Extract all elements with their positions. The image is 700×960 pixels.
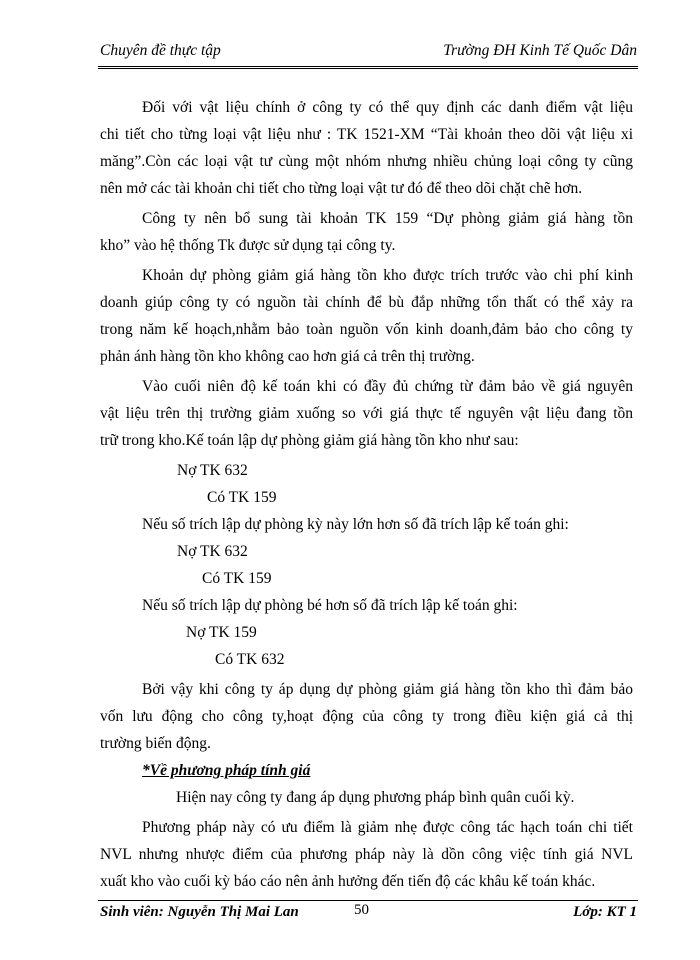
paragraph-line: xuất kho vào cuối kỳ báo cáo nên ảnh hưởng đến tiến độ các khâu kế toán khác. xyxy=(100,873,596,890)
journal-credit: Có TK 632 xyxy=(215,651,285,668)
paragraph-line: Nếu số trích lập dự phòng bé hơn số đã trích lập kế toán ghi: xyxy=(142,597,518,614)
paragraph-line: NVL nhưng nhược điểm của phương pháp này là dồn công việc tính giá NVL xyxy=(100,846,633,863)
journal-credit: Có TK 159 xyxy=(207,489,277,506)
section-heading: *Về phương pháp tính giá xyxy=(142,762,311,779)
paragraph-line: Vào cuối niên độ kế toán khi có đầy đủ chứng từ đảm bảo về giá nguyên xyxy=(142,378,633,395)
paragraph-line: Bởi vậy khi công ty áp dụng dự phòng giảm giá hàng tồn kho thì đảm bảo xyxy=(142,681,633,698)
header-university: Trường ĐH Kinh Tế Quốc Dân xyxy=(443,42,637,59)
header-divider xyxy=(98,66,638,67)
paragraph-line: trong năm kế hoạch,nhằm bảo toàn nguồn vốn kinh doanh,đảm bảo cho công ty xyxy=(100,321,633,338)
paragraph-line: phản ánh hàng tồn kho không cao hơn giá cả trên thị trường. xyxy=(100,348,475,365)
footer-student-name: Sinh viên: Nguyễn Thị Mai Lan xyxy=(100,904,299,920)
header-divider-second xyxy=(98,68,638,69)
paragraph-line: vật liệu trên thị trường giảm xuống so với giá thực tế nguyên vật liệu đang tồn xyxy=(100,405,633,422)
header-course-title: Chuyên đề thực tập xyxy=(100,42,221,59)
paragraph-line: Khoản dự phòng giảm giá hàng tồn kho được trích trước vào chi phí kinh xyxy=(142,267,633,284)
footer-divider xyxy=(98,900,638,901)
journal-debit: Nợ TK 159 xyxy=(186,624,257,641)
paragraph-line: trữ trong kho.Kế toán lập dự phòng giảm giá hàng tồn kho như sau: xyxy=(100,432,519,449)
paragraph-line: doanh giúp công ty có nguồn tài chính để bù đắp những tổn thất có thể xảy ra xyxy=(100,294,633,311)
journal-debit: Nợ TK 632 xyxy=(177,543,248,560)
paragraph-line: Đối với vật liệu chính ở công ty có thể quy định các danh điểm vật liệu xyxy=(142,99,633,116)
paragraph-line: Nếu số trích lập dự phòng kỳ này lớn hơn số đã trích lập kế toán ghi: xyxy=(142,516,569,533)
paragraph-line: vốn lưu động cho công ty,hoạt động của công ty trong điều kiện giá cả thị xyxy=(100,708,633,725)
journal-debit: Nợ TK 632 xyxy=(177,462,248,479)
paragraph-line: Công ty nên bổ sung tài khoản TK 159 “Dự phòng giảm giá hàng tồn xyxy=(142,210,633,227)
footer-class: Lớp: KT 1 xyxy=(573,904,637,920)
paragraph-line: trường biến động. xyxy=(100,735,211,752)
paragraph-line: kho” vào hệ thống Tk được sử dụng tại công ty. xyxy=(100,237,396,254)
paragraph-line: chi tiết cho từng loại vật liệu như : TK 1521-XM “Tài khoản theo dõi vật liệu xi xyxy=(100,126,633,143)
journal-credit: Có TK 159 xyxy=(202,570,272,587)
paragraph-line: nên mở các tài khoản chi tiết cho từng loại vật tư đó để theo dõi chặt chẽ hơn. xyxy=(100,180,583,197)
paragraph-line: Hiện nay công ty đang áp dụng phương pháp bình quân cuối kỳ. xyxy=(176,789,575,806)
page-number: 50 xyxy=(354,902,369,918)
paragraph-line: măng”.Còn các loại vật tư cùng một nhóm nhưng nhiều chủng loại công ty cũng xyxy=(100,153,633,170)
paragraph-line: Phương pháp này có ưu điểm là giảm nhẹ được công tác hạch toán chi tiết xyxy=(142,819,633,836)
